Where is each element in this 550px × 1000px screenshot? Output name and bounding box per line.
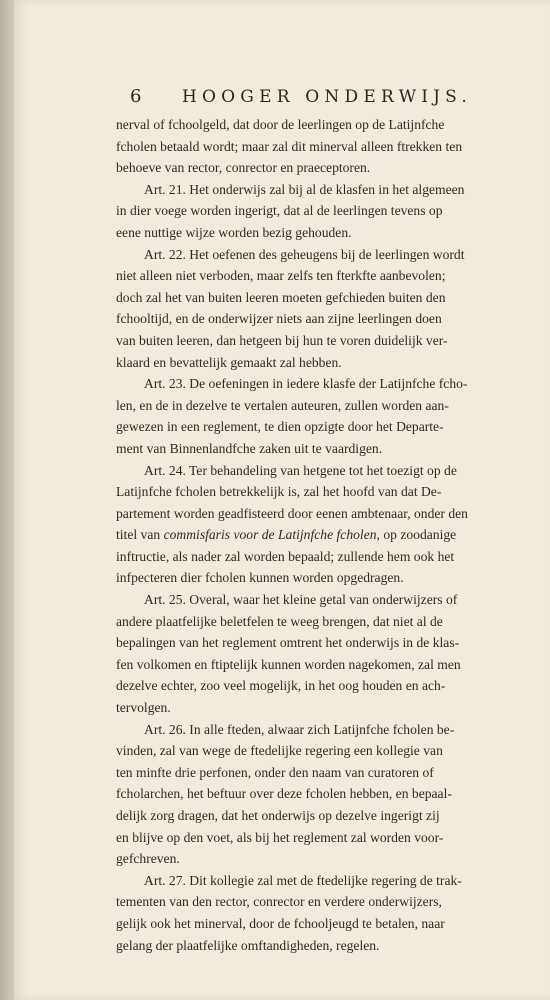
text-line: Art. 26. In alle fteden, alwaar zich Latijnfche fcholen be- <box>144 721 455 737</box>
text-line: nerval of fchoolgeld, dat door de leerlingen op de Latijnfche <box>116 117 445 132</box>
article-27 <box>116 870 524 956</box>
text-line: fchooltijd, en de onderwijzer niets aan zijne leerlingen doen <box>116 311 442 327</box>
text-line: len, en de in dezelve te vertalen auteuren, zullen worden aan- <box>116 397 449 413</box>
article-23 <box>116 373 524 459</box>
article-21 <box>116 179 524 244</box>
text-line: dezelve echter, zoo veel mogelijk, in het oog houden en ach- <box>116 678 446 694</box>
article-22 <box>116 244 524 374</box>
text-line: Art. 22. Het oefenen des geheugens bij de leerlingen wordt <box>144 246 465 262</box>
text-line: vinden, zal van wege de ftedelijke regering een kollegie van <box>116 743 443 759</box>
text-line: Art. 25. Overal, waar het kleine getal van onderwijzers of <box>144 592 458 608</box>
text-line: Latijnfche fcholen betrekkelijk is, zal het hoofd van dat De- <box>116 484 442 500</box>
text-line: ment van Binnenlandfche zaken uit te vaardigen. <box>116 440 383 456</box>
text-line: fen volkomen en ftiptelijk kunnen worden nagekomen, zal men <box>116 656 461 672</box>
text-line: fcholen betaald wordt; maar zal dit minerval alleen ftrekken ten <box>116 138 463 154</box>
text-line: eene nuttige wijze worden bezig gehouden. <box>116 224 352 240</box>
paragraph-art-20-continued <box>116 114 524 179</box>
text-line: bepalingen van het reglement omtrent het onderwijs in de klas- <box>116 635 460 651</box>
text-line: gelang der plaatfelijke omftandigheden, regelen. <box>116 937 380 953</box>
text-line: Art. 27. Dit kollegie zal met de ftedelijke regering de trak- <box>144 872 462 888</box>
text-line: en blijve op den voet, als bij het reglement zal worden voor- <box>116 829 444 845</box>
text-segment: , op zoodanige <box>376 527 457 543</box>
text-line: infpecteren dier fcholen kunnen worden opgedragen. <box>116 570 404 586</box>
running-title: HOOGER ONDERWIJS. <box>182 87 473 107</box>
page-number: 6 <box>130 86 142 107</box>
text-line: klaard en bevattelijk gemaakt zal hebben. <box>116 354 342 370</box>
text-line: behoeve van rector, conrector en praeceptoren. <box>116 160 371 176</box>
text-line: gelijk ook het minerval, door de fchooljeugd te betalen, naar <box>116 915 445 931</box>
text-line: andere plaatfelijke beletfelen te weeg brengen, dat niet al de <box>116 613 443 629</box>
text-line: niet alleen niet verboden, maar zelfs ten fterkfte aanbevolen; <box>116 268 446 284</box>
text-line: gewezen in een reglement, te dien opzigte door het Departe- <box>116 419 444 435</box>
text-line: tementen van den rector, conrector en verdere onderwijzers, <box>116 894 442 910</box>
text-line: delijk zorg dragen, dat het onderwijs op dezelve ingerigt zij <box>116 808 440 823</box>
text-line: fcholarchen, het beftuur over deze fcholen hebben, en bepaal- <box>116 786 452 802</box>
text-line: inftructie, als nader zal worden bepaald; zullende hem ook het <box>116 548 455 564</box>
text-line: ten minfte drie perfonen, onder den naam van curatoren of <box>116 764 434 780</box>
text-segment: titel van <box>116 527 164 543</box>
text-line: partement worden geadfisteerd door eenen ambtenaar, onder den <box>116 505 468 521</box>
text-line: in dier voege worden ingerigt, dat al de leerlingen tevens op <box>116 203 443 219</box>
article-25 <box>116 589 524 719</box>
text-line: gefchreven. <box>116 851 180 867</box>
text-line: Art. 23. De oefeningen in iedere klasfe der Latijnfche fcho- <box>144 376 468 392</box>
page-header <box>130 82 473 112</box>
article-26 <box>116 719 524 870</box>
text-line: Art. 24. Ter behandeling van hetgene tot het toezigt op de <box>144 462 457 478</box>
body-text <box>116 114 524 956</box>
text-line: doch zal het van buiten leeren moeten gefchieden buiten den <box>116 289 446 305</box>
text-line <box>116 524 524 546</box>
text-line: van buiten leeren, dan hetgeen bij hun te voren duidelijk ver- <box>116 332 448 348</box>
text-line: Art. 21. Het onderwijs zal bij al de klasfen in het algemeen <box>144 181 465 197</box>
book-spine-shadow <box>0 0 14 1000</box>
italic-title: commisfaris voor de Latijnfche fcholen <box>163 527 377 543</box>
article-24 <box>116 460 524 590</box>
text-line: tervolgen. <box>116 700 171 716</box>
